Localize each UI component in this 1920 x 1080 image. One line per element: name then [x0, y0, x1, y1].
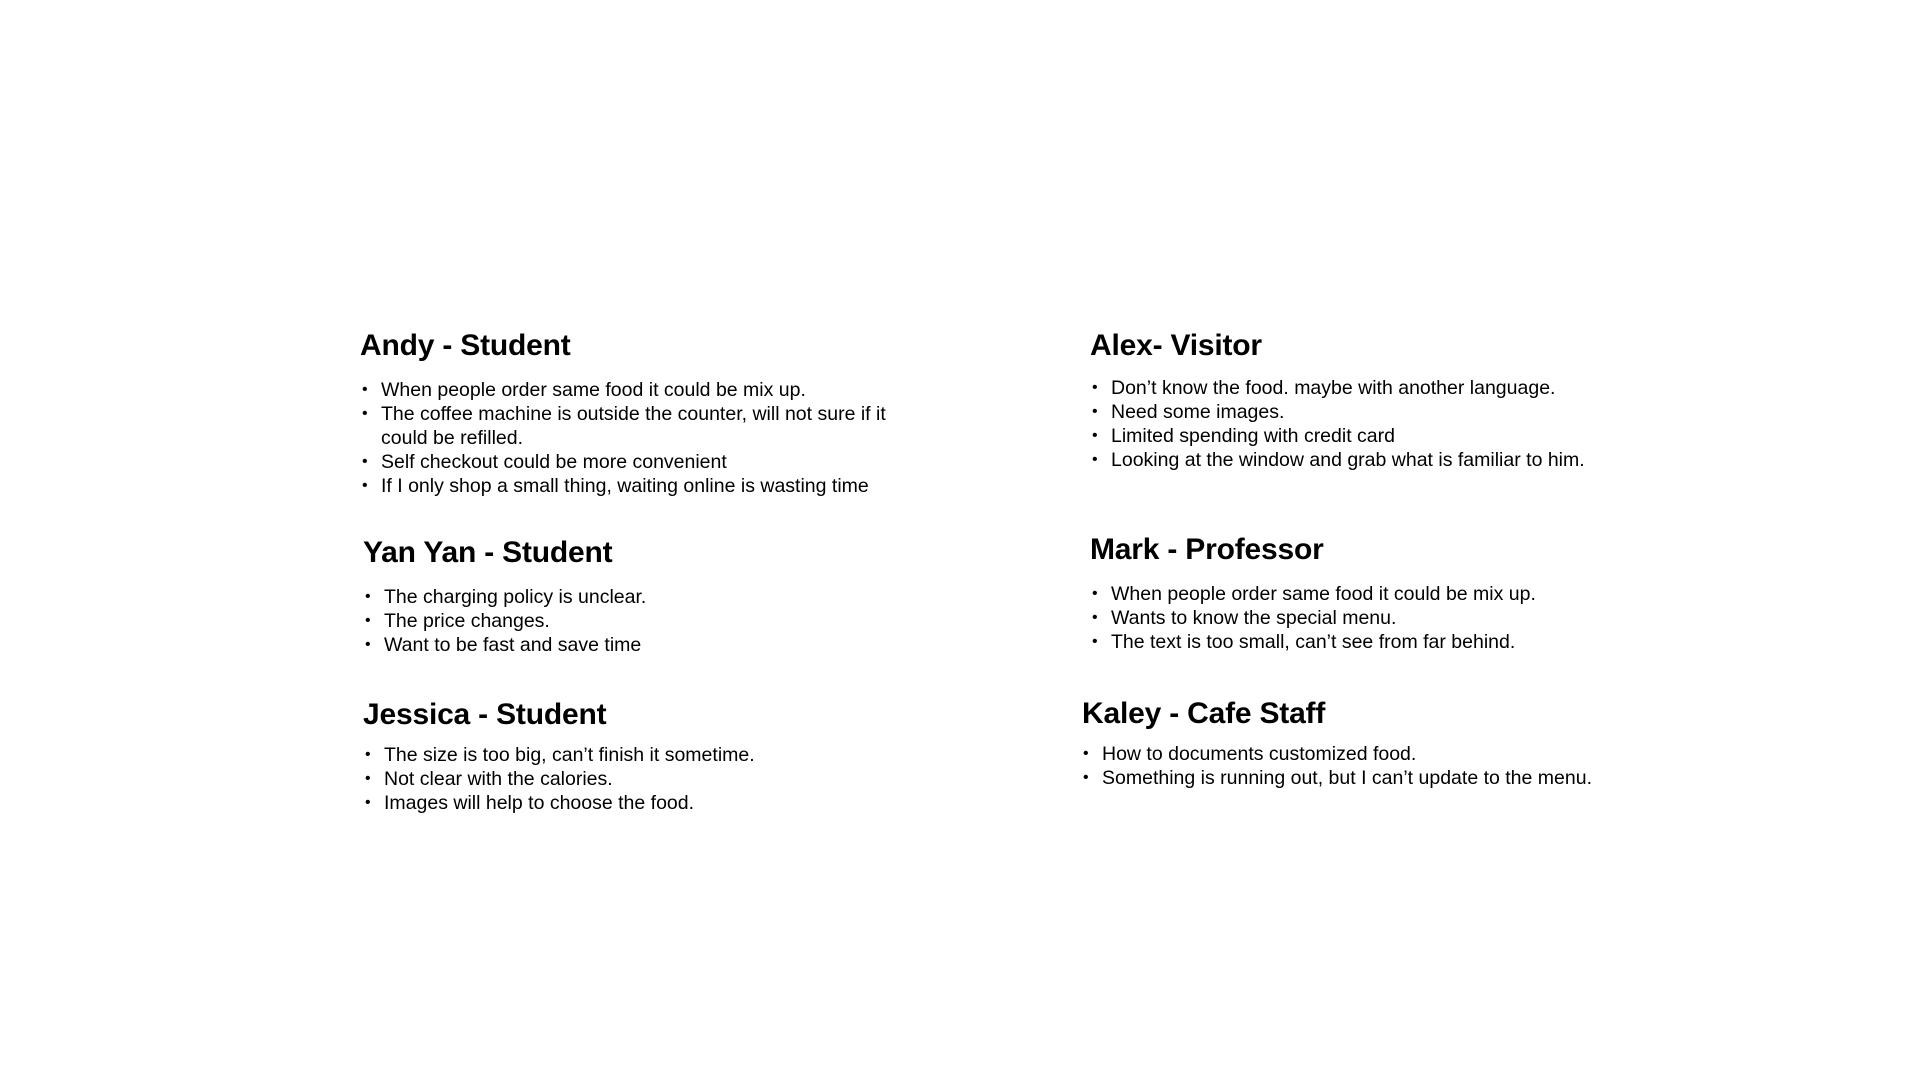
list-item: • The text is too small, can’t see from far behind. — [1090, 630, 1650, 654]
persona-notes-list — [363, 743, 923, 815]
list-item: • When people order same food it could be mix up. — [1090, 582, 1650, 606]
list-item: • Want to be fast and save time — [363, 633, 923, 657]
persona-title: Kaley - Cafe Staff — [1082, 697, 1326, 730]
persona-yan-yan — [363, 535, 923, 657]
list-item: • How to documents customized food. — [1082, 742, 1642, 766]
list-item: • Images will help to choose the food. — [363, 791, 923, 815]
persona-title: Alex- Visitor — [1090, 329, 1262, 362]
persona-kaley — [1082, 696, 1642, 790]
persona-alex — [1090, 328, 1650, 472]
list-item: • Something is running out, but I can’t update to the menu. — [1082, 766, 1642, 790]
list-item: • The price changes. — [363, 609, 923, 633]
list-item: • The charging policy is unclear. — [363, 585, 923, 609]
list-item: • Self checkout could be more convenient — [360, 450, 905, 474]
list-item: • The size is too big, can’t finish it sometime. — [363, 743, 923, 767]
list-item: • Wants to know the special menu. — [1090, 606, 1650, 630]
list-item: • Don’t know the food. maybe with another language. — [1090, 376, 1650, 400]
list-item: • The coffee machine is outside the counter, will not sure if it could be refilled. — [360, 402, 905, 450]
list-item: • If I only shop a small thing, waiting online is wasting time — [360, 474, 905, 498]
list-item: • Looking at the window and grab what is familiar to him. — [1090, 448, 1650, 472]
persona-title: Yan Yan - Student — [363, 536, 613, 569]
list-item: • Limited spending with credit card — [1090, 424, 1650, 448]
persona-title: Mark - Professor — [1090, 533, 1324, 566]
list-item: • Not clear with the calories. — [363, 767, 923, 791]
persona-jessica — [363, 697, 923, 815]
persona-mark — [1090, 532, 1650, 654]
persona-title: Andy - Student — [360, 329, 571, 362]
persona-notes-list — [360, 378, 905, 498]
persona-notes-list — [363, 585, 923, 657]
persona-notes-list — [1082, 742, 1642, 790]
persona-notes-list — [1090, 376, 1650, 472]
list-item: • When people order same food it could be mix up. — [360, 378, 905, 402]
persona-title: Jessica - Student — [363, 698, 607, 731]
persona-andy — [360, 328, 920, 498]
persona-notes-list — [1090, 582, 1650, 654]
list-item: • Need some images. — [1090, 400, 1650, 424]
